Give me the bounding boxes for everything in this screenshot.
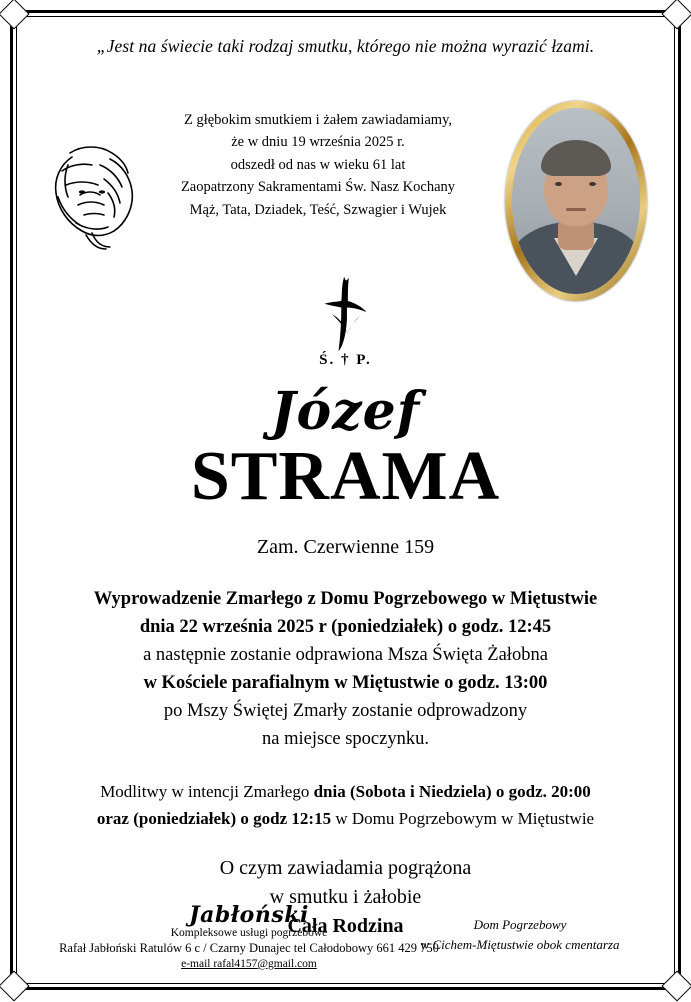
portrait-eye-left [555, 182, 562, 186]
closing-line-2: w smutku i żałobie [269, 885, 422, 908]
prayer-line-1-prefix: Modlitwy w intencji Zmarłego [100, 782, 314, 802]
ceremony-line-2: dnia 22 września 2025 r (poniedziałek) o godz. 12:45 [139, 616, 552, 637]
footer [20, 890, 671, 976]
closing-line-3: Cała Rodzina [287, 914, 404, 937]
funeral-home-email: e-mail rafal4157@gmail.com [181, 958, 317, 970]
opening-quote: „Jest na świecie taki rodzaj smutku, którego nie można wyrazić łzami. [96, 36, 595, 56]
ceremony-line-6: na miejsce spoczynku. [262, 729, 429, 750]
notice-line-3: odszedł od nas w wieku 61 lat [230, 156, 406, 173]
closing-line-1: O czym zawiadamia pogrążona [219, 856, 472, 879]
ceremony-details [20, 585, 671, 754]
deceased-portrait [512, 108, 640, 294]
deceased-portrait-frame [505, 101, 647, 301]
funeral-home-block [54, 904, 444, 970]
prayer-line-2 [20, 806, 671, 832]
prayer-line-1-bold: dnia (Sobota i Niedziela) o godz. 20:00 [313, 782, 591, 802]
deceased-first-name: Józef [270, 381, 421, 442]
deceased-address: Zam. Czerwienne 159 [256, 535, 435, 558]
ceremony-line-1: Wyprowadzenie Zmarłego z Domu Pogrzebowego w Miętustwie [93, 588, 598, 609]
notice-content [20, 20, 671, 980]
ceremony-line-5: po Mszy Świętej Zmarły zostanie odprowadzony [163, 701, 528, 722]
prayer-details [20, 779, 671, 832]
location-line-1: Dom Pogrzebowy [473, 917, 567, 932]
prayer-line-1 [20, 779, 671, 805]
ceremony-line-4: w Kościele parafialnym w Miętustwie o godz. 13:00 [143, 672, 548, 693]
notice-line-1: Z głębokim smutkiem i żałem zawiadamiamy, [183, 112, 453, 128]
christ-crown-of-thorns-icon [40, 135, 150, 255]
prayer-line-2-bold: oraz (poniedziałek) o godz 12:15 [96, 808, 332, 828]
location-line-2: w Cichem-Miętustwie obok cmentarza [420, 936, 620, 952]
sp-label: Ś. † P. [319, 352, 372, 368]
funeral-home-tagline: Kompleksowe usługi pogrzebowe [170, 927, 328, 939]
portrait-eye-right [589, 182, 596, 186]
notice-line-5: Mąż, Tata, Dziadek, Teść, Szwagier i Wujek [189, 201, 447, 218]
notice-line-4: Zaopatrzony Sakramentami Św. Nasz Kochany [180, 179, 456, 196]
portrait-mouth [566, 208, 586, 211]
funeral-home-location-block [395, 915, 645, 954]
ceremony-line-3: a następnie zostanie odprawiona Msza Święta Żałobna [143, 644, 548, 665]
death-notice-text [168, 109, 468, 221]
funeral-home-brand: Jabłoński [189, 902, 309, 928]
prayer-line-2-suffix: w Domu Pogrzebowym w Miętustwie [331, 808, 595, 828]
notice-line-2: że w dniu 19 września 2025 r. [231, 134, 405, 151]
upper-section [20, 57, 671, 287]
deceased-surname: STRAMA [190, 437, 501, 515]
funeral-home-address: Rafał Jabłoński Ratulów 6 c / Czarny Dunajec tel Całodobowy 661 429 750 [59, 941, 439, 955]
